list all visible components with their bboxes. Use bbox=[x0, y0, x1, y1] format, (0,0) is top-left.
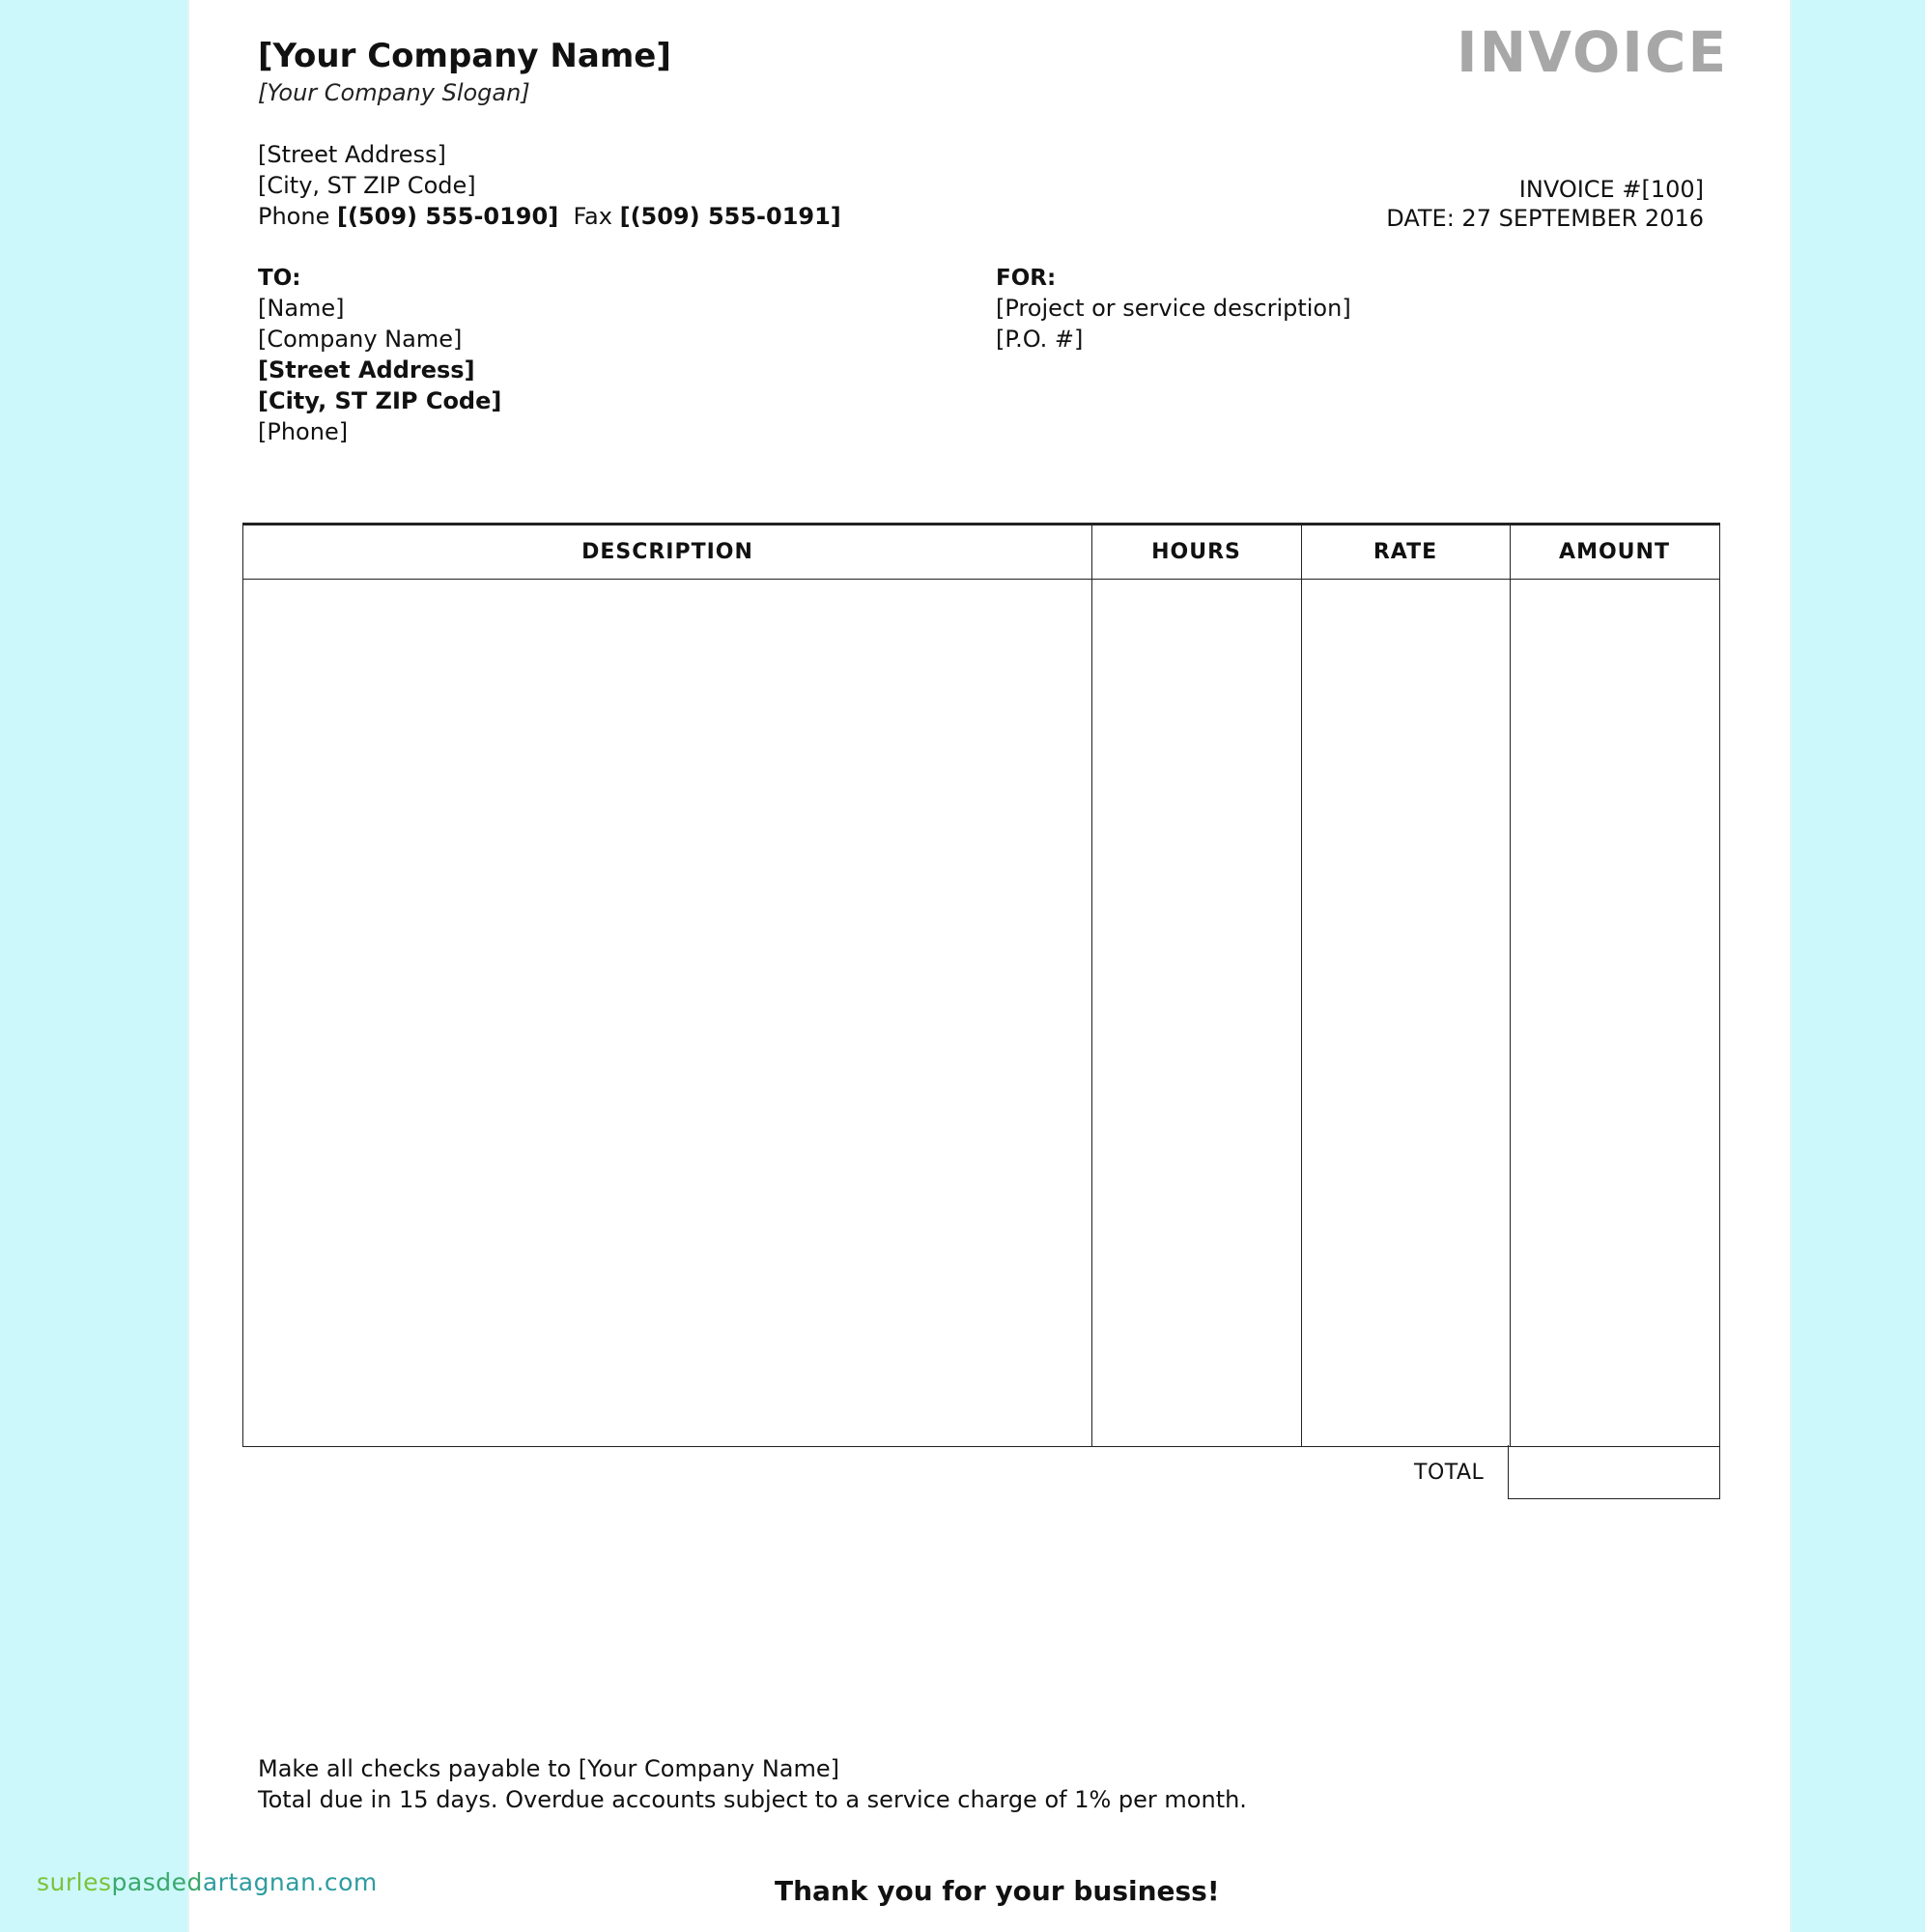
table-header bbox=[243, 526, 1719, 580]
phone-number: [(509) 555-0190] bbox=[336, 203, 559, 230]
invoice-number: INVOICE #[100] bbox=[1518, 176, 1704, 203]
for-label: FOR: bbox=[996, 266, 1057, 291]
watermark-part: surles bbox=[37, 1868, 112, 1896]
right-side-panel bbox=[1790, 0, 1925, 1932]
column-divider bbox=[1510, 526, 1511, 1446]
for-po-number: [P.O. #] bbox=[996, 326, 1084, 353]
sender-street: [Street Address] bbox=[258, 141, 446, 168]
line-items-table bbox=[242, 523, 1720, 1447]
watermark-part: pasded bbox=[111, 1868, 203, 1896]
thank-you-note: Thank you for your business! bbox=[775, 1875, 1220, 1907]
for-description: [Project or service description] bbox=[996, 295, 1351, 322]
watermark bbox=[37, 1867, 378, 1898]
payment-terms: Total due in 15 days. Overdue accounts subject to a service charge of 1% per month. bbox=[258, 1786, 1247, 1813]
company-slogan: [Your Company Slogan] bbox=[258, 79, 530, 106]
column-header-amount: AMOUNT bbox=[1559, 540, 1670, 564]
fax-label: Fax bbox=[573, 203, 612, 230]
to-label: TO: bbox=[258, 266, 301, 291]
column-divider bbox=[1301, 526, 1302, 1446]
column-header-description: DESCRIPTION bbox=[581, 540, 753, 564]
watermark-part: artagnan.com bbox=[202, 1868, 378, 1896]
sender-contact-line bbox=[258, 201, 841, 232]
total-label: TOTAL bbox=[1414, 1461, 1485, 1485]
invoice-date: DATE: 27 SEPTEMBER 2016 bbox=[1386, 205, 1704, 232]
company-name: [Your Company Name] bbox=[258, 37, 671, 75]
to-name: [Name] bbox=[258, 295, 345, 322]
sender-city: [City, ST ZIP Code] bbox=[258, 172, 476, 199]
column-header-hours: HOURS bbox=[1151, 540, 1241, 564]
to-phone: [Phone] bbox=[258, 418, 349, 445]
phone-label: Phone bbox=[258, 203, 330, 230]
to-city: [City, ST ZIP Code] bbox=[258, 387, 502, 414]
fax-number: [(509) 555-0191] bbox=[619, 203, 841, 230]
total-amount-cell[interactable] bbox=[1508, 1445, 1720, 1499]
column-divider bbox=[1091, 526, 1092, 1446]
column-header-rate: RATE bbox=[1373, 540, 1438, 564]
to-street: [Street Address] bbox=[258, 356, 475, 384]
to-company: [Company Name] bbox=[258, 326, 463, 353]
left-side-panel bbox=[0, 0, 189, 1932]
payable-note: Make all checks payable to [Your Company Name] bbox=[258, 1755, 839, 1782]
invoice-title: INVOICE bbox=[1457, 19, 1729, 85]
